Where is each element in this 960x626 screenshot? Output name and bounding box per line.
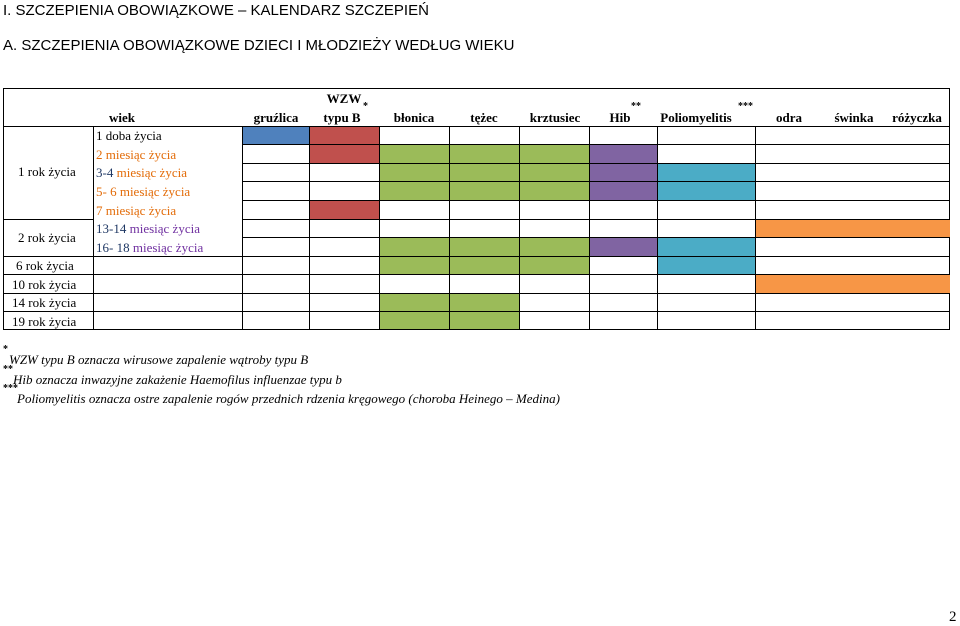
cell-tezec: [450, 294, 519, 311]
cell-tezec: [450, 145, 519, 163]
cell-hib: [590, 164, 657, 182]
grid-column-line: [93, 126, 94, 330]
cell-tezec: [450, 182, 519, 200]
cell-krztusiec: [520, 164, 589, 182]
cell-wzw: [310, 145, 379, 163]
header-gruzlica: gruźlica: [253, 110, 299, 125]
header-swinka: świnka: [834, 110, 874, 125]
age-row-label: 3-4 miesiąc życia: [96, 165, 187, 180]
cell-hib: [590, 238, 657, 256]
age-row-label: 13-14 miesiąc życia: [96, 221, 200, 236]
page-number: 2: [949, 609, 957, 625]
cell-wzw: [310, 126, 379, 144]
header-blonica: błonica: [393, 110, 435, 125]
age-row-label: 5- 6 miesiąc życia: [96, 184, 191, 199]
header-wzw-star: *: [363, 101, 368, 112]
age-group-10: 10 rok życia: [12, 277, 77, 292]
grid-row-line: [242, 163, 950, 164]
header-tezec: tężec: [470, 110, 498, 125]
header-krztusiec: krztusiec: [529, 110, 581, 125]
header-hib: Hib: [609, 110, 631, 125]
grid-column-line: [449, 126, 450, 330]
cell-blonica: [380, 257, 449, 274]
cell-polio: [658, 257, 755, 274]
grid-row-line: [242, 237, 950, 238]
cell-krztusiec: [520, 145, 589, 163]
footnote-polio: *** Poliomyelitis oznacza ostre zapalenie rogów przednich rdzenia kręgowego (choroba Heinego – Medina): [3, 383, 560, 406]
cell-hib: [590, 145, 657, 163]
cell-blonica: [380, 164, 449, 182]
grid-column-line: [589, 126, 590, 330]
cell-odra: [756, 220, 950, 237]
page-title: I. SZCZEPIENIA OBOWIĄZKOWE – KALENDARZ SZCZEPIEŃ: [3, 2, 429, 19]
header-wiek: wiek: [109, 110, 135, 125]
grid-row-line: [3, 293, 950, 294]
grid-column-line: [309, 126, 310, 330]
cell-odra: [756, 275, 950, 293]
age-group-14: 14 rok życia: [12, 295, 77, 310]
cell-krztusiec: [520, 182, 589, 200]
header-odra: odra: [776, 110, 802, 125]
cell-blonica: [380, 182, 449, 200]
header-polio-star: ***: [738, 101, 753, 112]
header-wzw-line2: typu B: [323, 110, 361, 125]
cell-polio: [658, 182, 755, 200]
cell-polio: [658, 164, 755, 182]
header-hib-star: **: [631, 101, 641, 112]
cell-hib: [590, 182, 657, 200]
age-row-label: 2 miesiąc życia: [96, 147, 177, 162]
grid-column-line: [519, 126, 520, 330]
grid-row-line: [242, 144, 950, 145]
cell-krztusiec: [520, 238, 589, 256]
cell-blonica: [380, 145, 449, 163]
age-group-2: 2 rok życia: [18, 230, 76, 245]
age-row-label: 1 doba życia: [96, 128, 162, 143]
cell-polio: [658, 238, 755, 256]
grid-row-line: [242, 200, 950, 201]
age-group-1: 1 rok życia: [18, 164, 76, 179]
grid-row-line: [3, 256, 950, 257]
grid-row-line: [242, 219, 950, 220]
grid-column-line: [379, 126, 380, 330]
age-row-label: 7 miesiąc życia: [96, 203, 177, 218]
grid-row-line: [3, 219, 93, 220]
cell-krztusiec: [520, 257, 589, 274]
cell-gruzlica: [243, 126, 309, 144]
cell-tezec: [450, 164, 519, 182]
age-row-label: 16- 18 miesiąc życia: [96, 240, 204, 255]
grid-row-line: [3, 311, 950, 312]
grid-row-line: [242, 181, 950, 182]
header-polio: Poliomyelitis: [660, 110, 732, 125]
section-title: A. SZCZEPIENIA OBOWIĄZKOWE DZIECI I MŁODZIEŻY WEDŁUG WIEKU: [3, 37, 515, 54]
grid-column-line: [242, 126, 243, 330]
cell-blonica: [380, 294, 449, 311]
grid-row-line: [3, 126, 93, 127]
grid-column-line: [755, 126, 756, 330]
footnote-hib: ** Hib oznacza inwazyjne zakażenie Haemofilus influenzae typu b: [3, 364, 342, 387]
cell-blonica: [380, 238, 449, 256]
header-wzw-line1: WZW: [326, 91, 362, 106]
grid-row-line: [93, 126, 950, 127]
cell-tezec: [450, 238, 519, 256]
grid-column-line: [657, 126, 658, 330]
cell-wzw: [310, 201, 379, 219]
cell-tezec: [450, 257, 519, 274]
age-group-19: 19 rok życia: [12, 314, 77, 329]
header-rozyczka: różyczka: [892, 110, 942, 125]
cell-blonica: [380, 312, 449, 329]
grid-row-line: [3, 274, 950, 275]
cell-tezec: [450, 312, 519, 329]
footnote-wzw: * WZW typu B oznacza wirusowe zapalenie wątroby typu B: [3, 344, 309, 367]
age-group-6: 6 rok życia: [16, 258, 74, 273]
